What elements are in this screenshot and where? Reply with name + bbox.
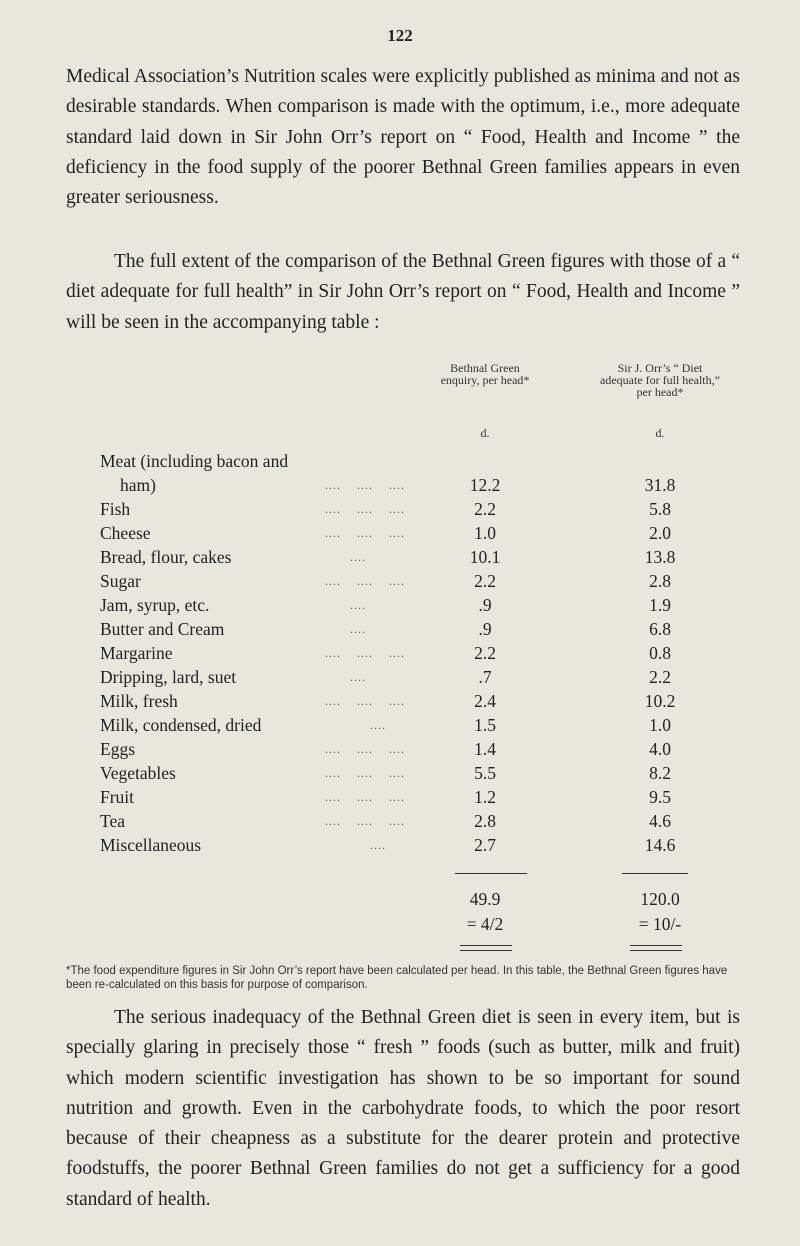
table-row (100, 642, 720, 664)
bethnal-value: .9 (478, 619, 492, 639)
column-header-orr: Sir J. Orr’s “ Diet adequate for full health,” per head* (600, 361, 720, 399)
column-unit-bethnal-green: d. (480, 426, 490, 440)
leader-dots: .... (350, 598, 366, 612)
bethnal-value: .7 (478, 667, 492, 687)
row-label: Tea (100, 811, 126, 831)
total-orr-shillings: = 10/- (638, 914, 682, 934)
table-row (100, 474, 720, 496)
leader-dots: .... (370, 838, 386, 852)
orr-value: 13.8 (644, 547, 676, 567)
bethnal-value: 2.2 (474, 571, 496, 591)
total-rule-bethnal (455, 873, 527, 874)
table-row (100, 690, 720, 712)
bethnal-value: .9 (478, 595, 492, 615)
row-label: Eggs (100, 739, 135, 759)
paragraph-intro: Medical Association’s Nutrition scales were explicitly published as minima and not as desirable standards. When comparison is made with the optimum, i.e., more adequate standard laid down in Sir John Orr’s report on “ Food, Health and Income ” the deficiency in the food supply of the poorer Bethnal Green families appears in even greater seriousness. (66, 66, 740, 209)
orr-value: 10.2 (644, 691, 676, 711)
bethnal-value: 12.2 (469, 475, 501, 495)
leader-dots: .... .... .... (325, 742, 405, 756)
table-row (100, 546, 720, 568)
double-rule-orr (630, 945, 682, 951)
row-label: Milk, fresh (100, 691, 178, 711)
row-label: Butter and Cream (100, 619, 225, 639)
column-unit-orr: d. (655, 426, 665, 440)
orr-value: 14.6 (644, 835, 676, 855)
orr-value: 4.0 (649, 739, 671, 759)
table-row (100, 834, 720, 856)
table-row (100, 450, 720, 472)
paragraph-comparison: The full extent of the comparison of the Bethnal Green figures with those of a “ diet adequate for full health” in Sir John Orr’s report on “ Food, Health and Income ” will be seen in the accompanying table : (66, 251, 740, 333)
leader-dots: .... .... .... (325, 790, 405, 804)
page-number: 122 (387, 26, 413, 45)
table-row (100, 666, 720, 688)
row-label: Dripping, lard, suet (100, 667, 237, 687)
leader-dots: .... (350, 622, 366, 636)
paragraph-conclusion: The serious inadequacy of the Bethnal Green diet is seen in every item, but is specially glaring in precisely those “ fresh ” foods (such as butter, milk and fruit) which modern scientific investigation has shown to be so important for sound nutrition and growth. Even in the carbohydrate foods, to which the poor resort because of their cheapness as a substitute for the dearer protein and protective foodstuffs, the poorer Bethnal Green families do not get a sufficiency for a good standard of health. (66, 1007, 740, 1210)
bethnal-value: 10.1 (469, 547, 501, 567)
row-label: Vegetables (100, 763, 176, 783)
leader-dots: .... (350, 550, 366, 564)
orr-value: 31.8 (644, 475, 676, 495)
leader-dots: .... .... .... (325, 526, 405, 540)
table-row (100, 786, 720, 808)
total-bethnal-shillings: = 4/2 (466, 914, 504, 934)
row-label: Bread, flour, cakes (100, 547, 232, 567)
row-label: Milk, condensed, dried (100, 715, 262, 735)
row-label: Miscellaneous (100, 835, 202, 855)
bethnal-value: 2.2 (474, 643, 496, 663)
row-label: Fruit (100, 787, 135, 807)
row-label: Jam, syrup, etc. (100, 595, 210, 615)
row-label: Fish (100, 499, 131, 519)
table-row (100, 738, 720, 760)
bethnal-value: 2.2 (474, 499, 496, 519)
row-label: Cheese (100, 523, 151, 543)
leader-dots: .... .... .... (325, 766, 405, 780)
bethnal-value: 1.5 (474, 715, 496, 735)
table-row (100, 618, 720, 640)
orr-value: 6.8 (649, 619, 671, 639)
bethnal-value: 5.5 (474, 763, 496, 783)
row-label: Sugar (100, 571, 141, 591)
row-label-continued: ham) (120, 475, 156, 495)
table-row (100, 522, 720, 544)
table-row (100, 810, 720, 832)
leader-dots: .... .... .... (325, 814, 405, 828)
double-rule-bethnal (460, 945, 512, 951)
orr-value: 2.0 (649, 523, 671, 543)
leader-dots: .... .... .... (325, 694, 405, 708)
bethnal-value: 2.7 (474, 835, 496, 855)
orr-value: 2.8 (649, 571, 671, 591)
total-orr: 120.0 (640, 889, 680, 909)
bethnal-value: 1.4 (474, 739, 496, 759)
leader-dots: .... (350, 670, 366, 684)
orr-value: 4.6 (649, 811, 671, 831)
bethnal-value: 1.0 (474, 523, 496, 543)
orr-value: 2.2 (649, 667, 671, 687)
bethnal-value: 1.2 (474, 787, 496, 807)
total-rule-orr (622, 873, 688, 874)
column-header-bethnal-green: Bethnal Green enquiry, per head* (440, 361, 530, 387)
orr-value: 1.9 (649, 595, 671, 615)
leader-dots: .... .... .... (325, 574, 405, 588)
total-bethnal: 49.9 (469, 889, 501, 909)
row-label: Meat (including bacon and (100, 451, 289, 471)
leader-dots: .... .... .... (325, 502, 405, 516)
leader-dots: .... .... .... (325, 646, 405, 660)
orr-value: 9.5 (649, 787, 671, 807)
leader-dots: .... (370, 718, 386, 732)
orr-value: 1.0 (649, 715, 671, 735)
table-row (100, 498, 720, 520)
orr-value: 8.2 (649, 763, 671, 783)
leader-dots: .... .... .... (325, 478, 405, 492)
footnote: *The food expenditure figures in Sir John Orr’s report have been calculated per head. In this table, the Bethnal Green figures have been re-calculated on this basis for purpose of comparison. (66, 965, 728, 991)
orr-value: 0.8 (649, 643, 671, 663)
table-row (100, 762, 720, 784)
table-row (100, 570, 720, 592)
table-row (100, 714, 720, 736)
orr-value: 5.8 (649, 499, 671, 519)
table-row (100, 594, 720, 616)
row-label: Margarine (100, 643, 173, 663)
bethnal-value: 2.8 (474, 811, 496, 831)
bethnal-value: 2.4 (474, 691, 496, 711)
